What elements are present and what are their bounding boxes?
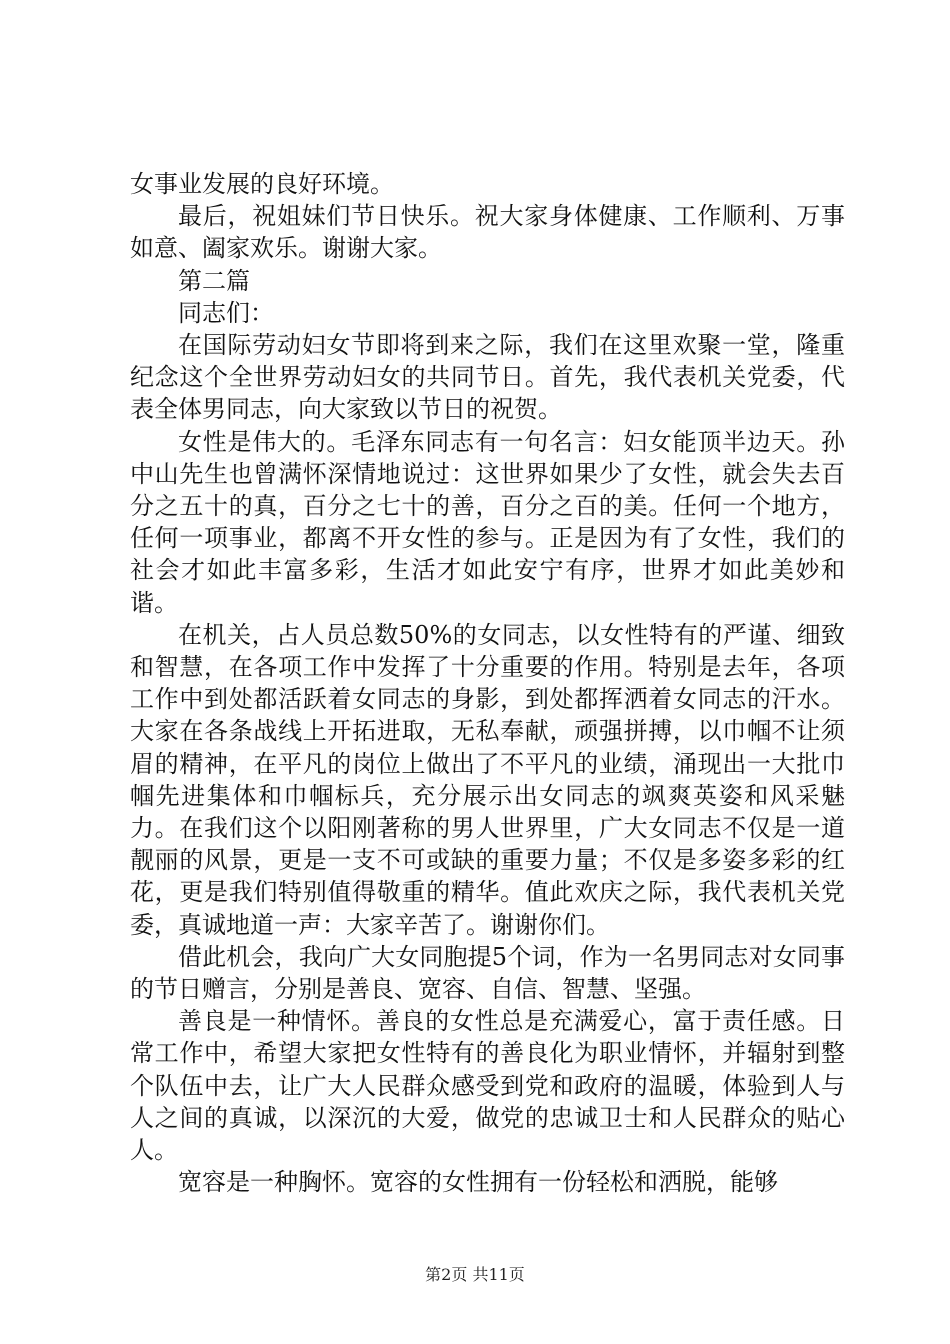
paragraph-kindness: 善良是一种情怀。善良的女性总是充满爱心，富于责任感。日常工作中，希望大家把女性特有的善良化为职业情怀，并辐射到整个队伍中去，让广大人民群众感受到党和政府的温暖，体验到人与人之间的真诚，以深沉的大爱，做党的忠诚卫士和人民群众的贴心人。 [130, 1007, 845, 1165]
paragraph-five-words: 借此机会，我向广大女同胞提5个词，作为一名男同志对女同事的节日赠言，分别是善良、宽容、自信、智慧、坚强。 [130, 942, 845, 1004]
paragraph-closing-wishes: 最后，祝姐妹们节日快乐。祝大家身体健康、工作顺利、万事如意、阖家欢乐。谢谢大家。 [130, 202, 845, 263]
paragraph-women-great: 女性是伟大的。毛泽东同志有一句名言：妇女能顶半边天。孙中山先生也曾满怀深情地说过：这世界如果少了女性，就会失去百分之五十的真，百分之七十的善，百分之百的美。任何一个地方，任何一项事业，都离不开女性的参与。正是因为有了女性，我们的社会才如此丰富多彩，生活才如此安宁有序，世界才如此美妙和谐。 [130, 427, 845, 617]
paragraph-organization: 在机关，占人员总数50%的女同志，以女性特有的严谨、细致和智慧，在各项工作中发挥了十分重要的作用。特别是去年，各项工作中到处都活跃着女同志的身影，到处都挥洒着女同志的汗水。大家在各条战线上开拓进取，无私奉献，顽强拼搏，以巾帼不让须眉的精神，在平凡的岗位上做出了不平凡的业绩，涌现出一大批巾帼先进集体和巾帼标兵，充分展示出女同志的飒爽英姿和风采魅力。在我们这个以阳刚著称的男人世界里，广大女同志不仅是一道靓丽的风景，更是一支不可或缺的重要力量；不仅是多姿多彩的红花，更是我们特别值得敬重的精华。值此欢庆之际，我代表机关党委，真诚地道一声：大家辛苦了。谢谢你们。 [130, 620, 845, 939]
salutation: 同志们： [178, 298, 274, 327]
paragraph-continuation: 女事业发展的良好环境。 [130, 170, 394, 198]
document-body [130, 168, 845, 1199]
section-heading: 第二篇 [178, 266, 250, 295]
page-footer: 第2页 共11页 [425, 1265, 525, 1284]
paragraph-tolerance: 宽容是一种胸怀。宽容的女性拥有一份轻松和洒脱，能够 [178, 1168, 778, 1197]
paragraph-opening: 在国际劳动妇女节即将到来之际，我们在这里欢聚一堂，隆重纪念这个全世界劳动妇女的共同节日。首先，我代表机关党委，代表全体男同志，向大家致以节日的祝贺。 [130, 331, 845, 424]
